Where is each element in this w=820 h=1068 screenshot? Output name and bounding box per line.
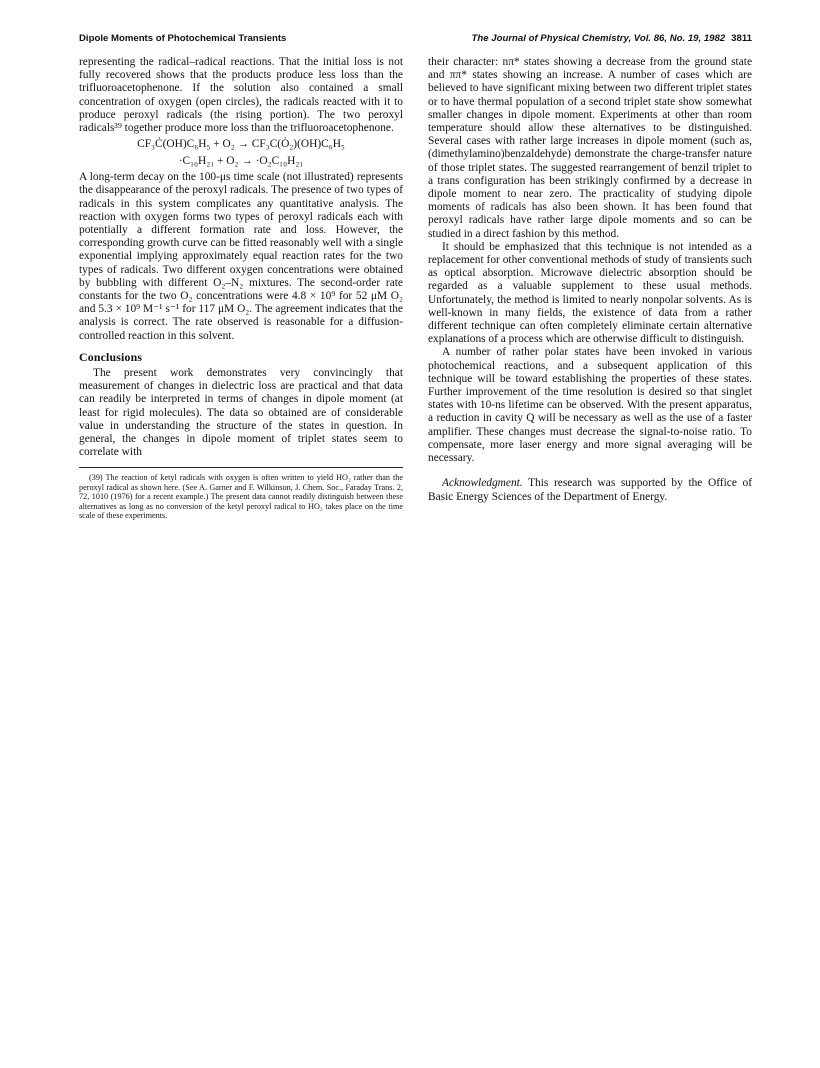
paragraph: their character: nπ* states showing a decrease from the ground state and ππ* states showing an increase. A number of cases which are believed to have significant mixing between two different triplet states or to have thermal population of a second triplet state show somewhat smaller changes in dipole moment. Experiments at other than room temperature should allow these alternatives to be distinguished. Several cases with rather large increases in dipole moment (such as, (dimethylamino)benzaldehyde) demonstrate the charge-transfer nature of those triplet states. The suggested rearrangement of benzil triplet to a trans configuration has been strikingly confirmed by a decrease in dipole moment to near zero. The practicality of studying dipole moments of radicals has also been shown. It has been found that peroxyl radicals have rather large dipole moments and so can be studied in a direct fashion by this method. [428, 56, 752, 240]
page-header [79, 33, 752, 47]
paragraph: A long-term decay on the 100-μs time scale (not illustrated) represents the disappearance of the peroxyl radicals. The presence of two types of radicals in this system complicates any quantitative analysis. The reaction with oxygen forms two types of peroxyl radicals each with potentially a different formation rate and loss. However, the corresponding growth curve can be fitted reasonably well with a single exponential implying approximately equal reaction rates for the two types of radicals. Two different oxygen concentrations were obtained by bubbling with different O₂–N₂ mixtures. The second-order rate constants for the two O₂ concentrations were 4.8 × 10⁹ for 52 μM O₂ and 5.3 × 10⁹ M⁻¹ s⁻¹ for 117 μM O₂. The agreement indicates that the analysis is correct. The rate observed is reasonable for a diffusion-controlled reaction in this solvent. [79, 171, 403, 342]
page-number: 3811 [731, 33, 752, 44]
equation: CF₃Ċ(OH)C₆H₅ + O₂ → CF₃C(Ȯ₂)(OH)C₆H₅ [137, 138, 345, 151]
paragraph: It should be emphasized that this technique is not intended as a replacement for other conventional methods of study of transients such as optical absorption. Microwave dielectric absorption should be regarded as a valuable supplement to these usual methods. Unfortunately, the method is limited to nearly nonpolar solvents. As is well-known in many fields, the existence of data from a rather different technique can often completely eliminate certain alternative explanations of a process which are otherwise difficult to distinguish. [428, 240, 752, 346]
running-title: Dipole Moments of Photochemical Transients [79, 33, 287, 44]
footnote: (39) The reaction of ketyl radicals with oxygen is often written to yield HO₂ rather than the peroxyl radical as shown here. (See A. Garner and F. Wilkinson, J. Chem. Soc., Faraday Trans. 2, 72, 1010 (1976) for a recent example.) The present data cannot readily distinguish between these alternatives as long as no conversion of the ketyl peroxyl radical to HO₂ takes place on the time scale of these experiments. [79, 473, 403, 521]
equation: ·C₁₀H₂₁ + O₂ → ·O₂C₁₀H₂₁ [178, 155, 304, 168]
right-column [428, 56, 752, 504]
footnote-divider [79, 467, 403, 468]
journal-name: The Journal of Physical Chemistry, Vol. 86, No. 19, 1982 [471, 33, 726, 44]
paragraph: representing the radical–radical reactions. That the initial loss is not fully recovered shows that the products produce less loss than the trifluoroacetophenone. If the solution also contained a small concentration of oxygen (open circles), the radicals reacted with it to produce peroxyl radicals (the rising portion). The two peroxyl radicals³⁹ together produce more loss than the trifluoroacetophenone. [79, 56, 403, 135]
left-column [79, 56, 403, 521]
acknowledgment-text: This research was supported by the Office of Basic Energy Sciences of the Department of Energy. [428, 477, 752, 503]
acknowledgment [428, 477, 752, 503]
journal-citation [472, 33, 752, 44]
paragraph: A number of rather polar states have been invoked in various photochemical reactions, and a subsequent application of this technique will be toward establishing the properties of these states. Further improvement of the time resolution is desired so that singlet states with 10-ns lifetime can be observed. With the present apparatus, a reduction in cavity Q will be necessary as well as the use of a faster amplifier. These changes must decrease the signal-to-noise ratio. To compensate, more laser energy and more signal averaging will be necessary. [428, 346, 752, 465]
paragraph: The present work demonstrates very convincingly that measurement of changes in dielectric loss are practical and that data can readily be interpreted in terms of changes in dipole moment (at least for rigid molecules). The data so obtained are of considerable value in understanding the structure of the states in question. In general, the changes in dipole moment of triplet states seem to correlate with [79, 367, 403, 459]
section-heading: Conclusions [79, 349, 143, 364]
acknowledgment-label: Acknowledgment. [442, 477, 523, 490]
